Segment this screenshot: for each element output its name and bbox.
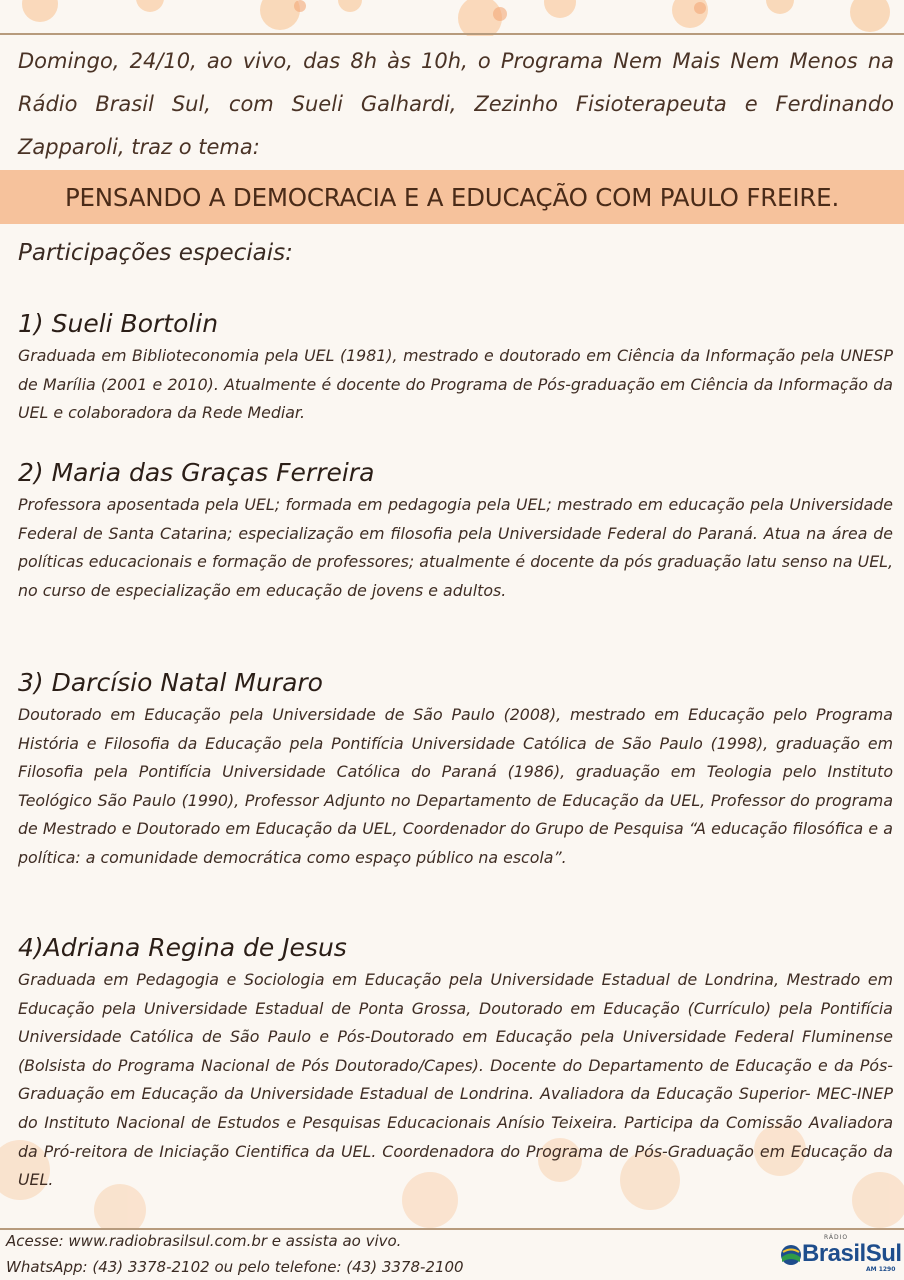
guest-name: 2) Maria das Graças Ferreira xyxy=(18,458,375,487)
guest-entry xyxy=(18,457,893,605)
guest-bio: Graduada em Pedagogia e Sociologia em Educação pela Universidade Estadual de Londrina, Mestrado em Educação pela Universidade Estadual de Ponta Grossa, Doutorado em Educação (Currículo) pela Pontifícia Universidade Católica de São Paulo e Pós-Doutorado em Educação pela Universidade Federal Fluminense (Bolsista do Programa Nacional de Pós Doutorado/Capes). Docente do Departamento de Educação e da Pós-Graduação em Educação da Universidade Estadual de Londrina. Avaliadora da Educação Superior- MEC-INEP do Instituto Nacional de Estudos e Pesquisas Educacionais Anísio Teixeira. Participa da Comissão Avaliadora da Pró-reitora de Iniciação Cientifica da UEL. Coordenadora do Programa de Pós-Graduação em Educação da UEL. xyxy=(18,970,893,1190)
footer-phone-line: WhatsApp: (43) 3378-2102 ou pelo telefone: (43) 3378-2100 xyxy=(6,1258,464,1276)
logo-band: AM 1290 xyxy=(866,1266,896,1273)
guest-bio: Professora aposentada pela UEL; formada em pedagogia pela UEL; mestrado em educação pela Universidade Federal de Santa Catarina; especialização em filosofia pela Universidade Federal do Paraná. Atua na área de políticas educacionais e formação de professores; atualmente é docente da pós graduação latu senso na UEL, no curso de especialização em educação de jovens e adultos. xyxy=(18,495,893,600)
theme-title: PENSANDO A DEMOCRACIA E A EDUCAÇÃO COM PAULO FREIRE. xyxy=(64,182,840,212)
footer-website-line: Acesse: www.radiobrasilsul.com.br e assista ao vivo. xyxy=(6,1232,402,1250)
globe-icon xyxy=(780,1240,802,1270)
guest-name: 3) Darcísio Natal Muraro xyxy=(18,668,323,697)
logo-name: BrasilSul xyxy=(802,1240,902,1267)
theme-banner xyxy=(0,170,904,224)
guest-bio: Graduada em Biblioteconomia pela UEL (1981), mestrado e doutorado em Ciência da Informação pela UNESP de Marília (2001 e 2010). Atualmente é docente do Programa de Pós-graduação em Ciência da Informação da UEL e colaboradora da Rede Mediar. xyxy=(18,346,893,423)
logo-small-text: RÁDIO xyxy=(824,1234,849,1241)
intro-paragraph: Domingo, 24/10, ao vivo, das 8h às 10h, o Programa Nem Mais Nem Menos na Rádio Brasil Sul, com Sueli Galhardi, Zezinho Fisioterapeuta e Ferdinando Zapparoli, traz o tema: xyxy=(18,49,894,159)
special-guests-label: Participações especiais: xyxy=(18,240,293,266)
guest-entry xyxy=(18,932,893,1195)
flower-decoration-top xyxy=(0,0,904,36)
top-divider xyxy=(0,33,904,35)
footer-contact xyxy=(6,1228,766,1280)
radio-brasil-sul-logo xyxy=(780,1234,902,1276)
guest-name: 4)Adriana Regina de Jesus xyxy=(18,933,347,962)
guest-entry xyxy=(18,667,893,873)
guest-entry xyxy=(18,308,893,428)
guest-bio: Doutorado em Educação pela Universidade de São Paulo (2008), mestrado em Educação pelo Programa História e Filosofia da Educação pela Pontifícia Universidade Católica de São Paulo (1998), graduação em Filosofia pela Pontifícia Universidade Católica do Paraná (1986), graduação em Teologia pelo Instituto Teológico São Paulo (1990), Professor Adjunto no Departamento de Educação da UEL, Professor do programa de Mestrado e Doutorado em Educação da UEL, Coordenador do Grupo de Pesquisa “A educação filosófica e a política: a comunidade democrática como espaço público na escola”. xyxy=(18,705,893,867)
guest-name: 1) Sueli Bortolin xyxy=(18,309,219,338)
